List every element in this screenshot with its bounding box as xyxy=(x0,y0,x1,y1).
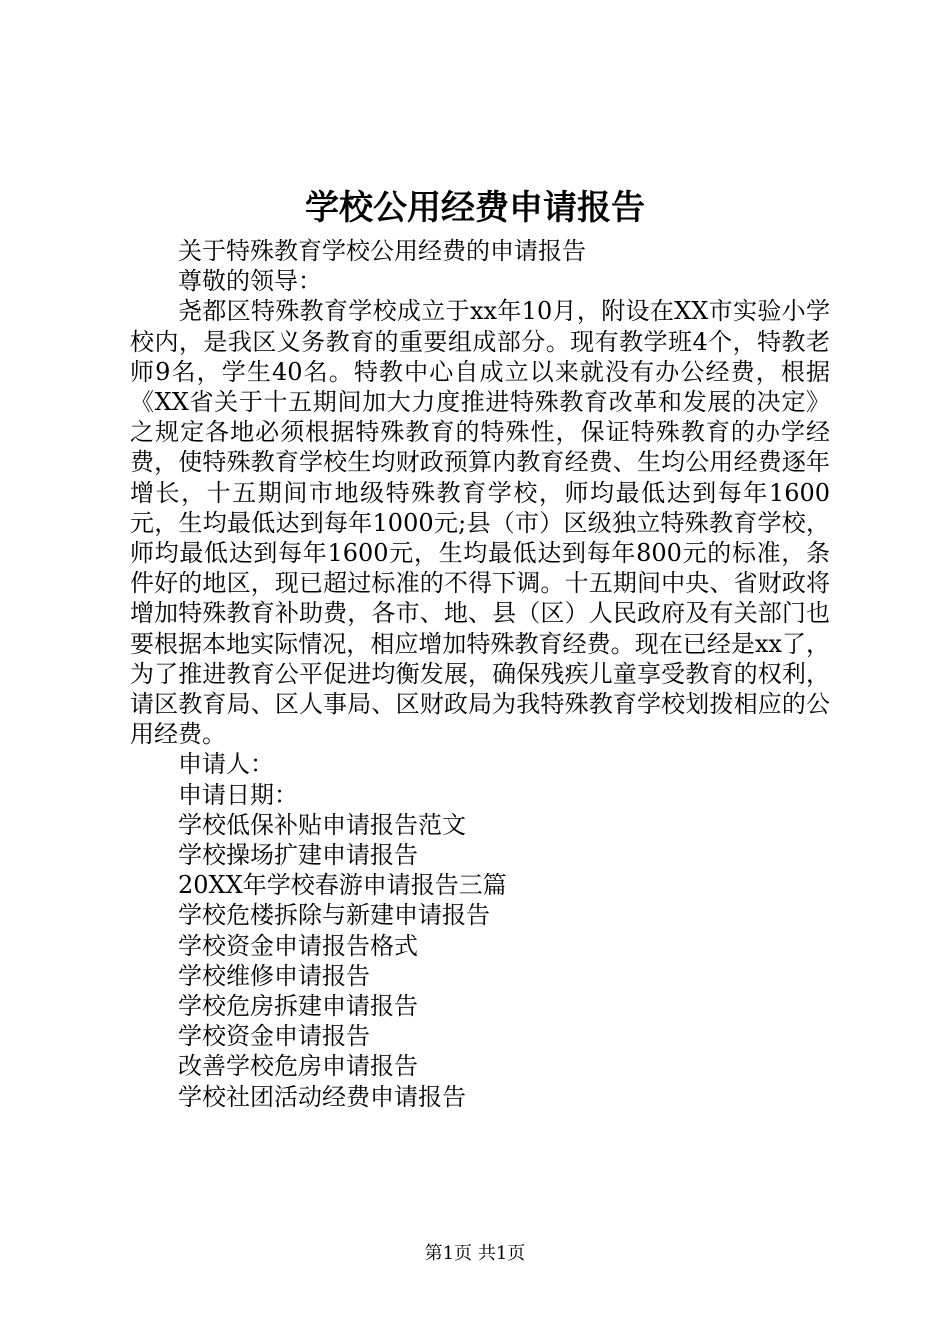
related-list xyxy=(130,810,830,1112)
date-label: 申请日期： xyxy=(178,780,298,809)
related-item: 学校资金申请报告格式 xyxy=(178,931,418,960)
salutation: 尊敬的领导： xyxy=(178,267,322,296)
related-item: 20XX年学校春游申请报告三篇 xyxy=(178,871,507,900)
related-item: 学校社团活动经费申请报告 xyxy=(178,1082,466,1111)
related-item: 学校资金申请报告 xyxy=(178,1022,370,1051)
applicant-label: 申请人： xyxy=(178,750,274,779)
related-item: 改善学校危房申请报告 xyxy=(178,1052,418,1081)
document-subtitle: 关于特殊教育学校公用经费的申请报告 xyxy=(178,237,586,265)
related-item: 学校维修申请报告 xyxy=(178,961,370,990)
page-footer: 第1页 共1页 xyxy=(424,1243,526,1264)
related-item: 学校危房拆建申请报告 xyxy=(178,992,418,1021)
related-item: 学校危楼拆除与新建申请报告 xyxy=(178,901,490,930)
related-item: 学校操场扩建申请报告 xyxy=(178,841,418,870)
document-title: 学校公用经费申请报告 xyxy=(305,188,645,228)
related-item: 学校低保补贴申请报告范文 xyxy=(178,810,466,839)
body-paragraph: 尧都区特殊教育学校成立于xx年10月，附设在XX市实验小学校内，是我区义务教育的重要组成部分。现有教学班4个，特教老师9名，学生40名。特教中心自成立以来就没有办公经费，根据《XX省关于十五期间加大力度推进特殊教育改革和发展的决定》之规定各地必须根据特殊教育的特殊性，保证特殊教育的办学经费，使特殊教育学校生均财政预算内教育经费、生均公用经费逐年增长，十五期间市地级特殊教育学校，师均最低达到每年1600元，生均最低达到每年1000元;县（市）区级独立特殊教育学校，师均最低达到每年1600元，生均最低达到每年800元的标准，条件好的地区，现已超过标准的不得下调。十五期间中央、省财政将增加特殊教育补助费，各市、地、县（区）人民政府及有关部门也要根据本地实际情况，相应增加特殊教育经费。现在已经是xx了，为了推进教育公平促进均衡发展，确保残疾儿童享受教育的权利，请区教育局、区人事局、区财政局为我特殊教育学校划拨相应的公用经费。 xyxy=(130,297,830,749)
document-content xyxy=(130,236,830,1112)
